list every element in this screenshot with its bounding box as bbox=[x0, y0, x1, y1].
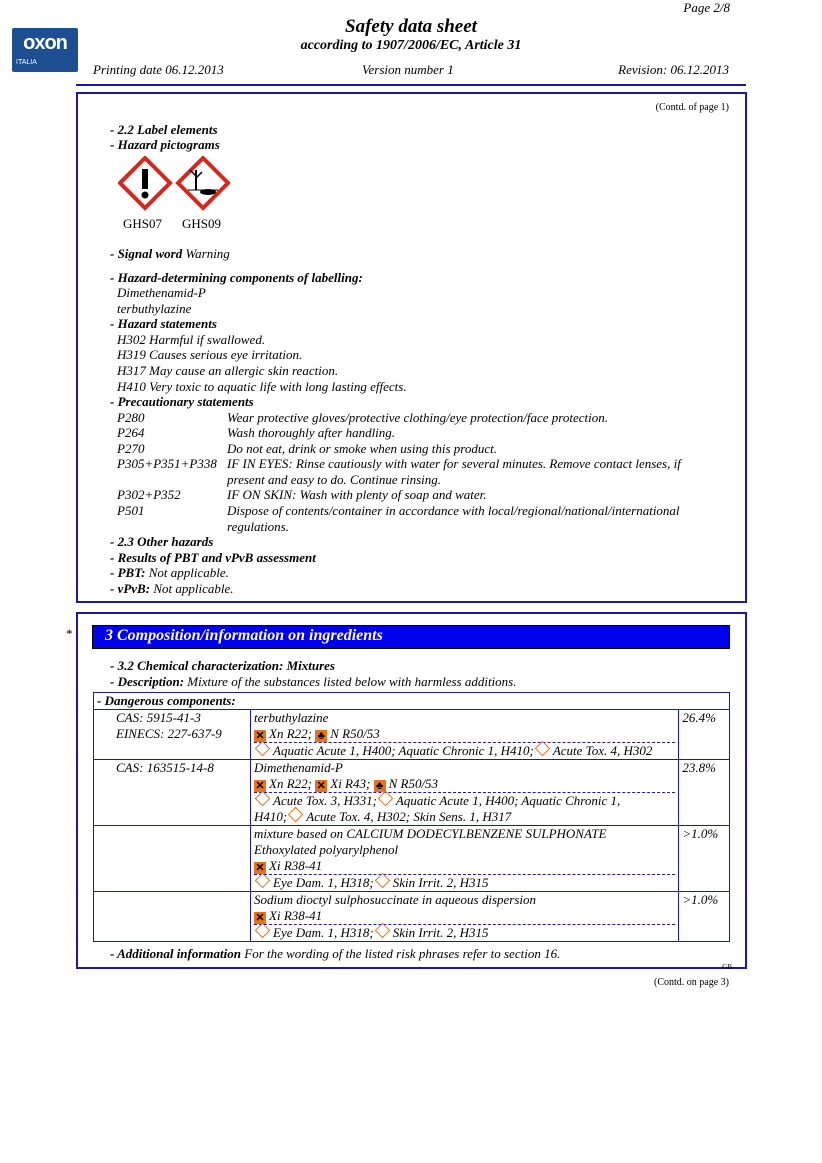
substance-name: terbuthylazine bbox=[254, 710, 329, 725]
p-code: P305+P351+P338 bbox=[117, 456, 217, 471]
p-text: IF IN EYES: Rinse cautiously with water for several minutes. Remove contact lenses, if bbox=[227, 456, 681, 471]
page-number: Page 2/8 bbox=[683, 0, 730, 15]
environment-diamond-icon bbox=[255, 741, 271, 757]
cas-number: CAS: 163515-14-8 bbox=[116, 760, 214, 775]
substance-name: Dimethenamid-P bbox=[254, 760, 343, 775]
p-code: P501 bbox=[117, 503, 145, 518]
description-line bbox=[110, 674, 516, 690]
pbt-label: - PBT: bbox=[110, 565, 146, 580]
description-label: - Description: bbox=[110, 674, 185, 689]
logo-sub: ITALIA bbox=[16, 59, 37, 66]
risk-phrase: Xi R43; bbox=[330, 776, 371, 791]
signal-word bbox=[110, 246, 230, 262]
irritant-x-icon: ✕ bbox=[316, 780, 326, 792]
document-title: Safety data sheet bbox=[345, 16, 477, 37]
hazard-statement: H410 Very toxic to aquatic life with long lasting effects. bbox=[117, 379, 407, 394]
risk-phrase: Xn R22; bbox=[269, 726, 312, 741]
environment-icon: ♣ bbox=[315, 730, 327, 742]
dangerous-components-heading: - Dangerous components: bbox=[94, 693, 730, 710]
p-text: Do not eat, drink or smoke when using this product. bbox=[227, 441, 497, 456]
identifier-cell bbox=[94, 760, 251, 826]
additional-label: - Additional information bbox=[110, 946, 241, 961]
pbt-line bbox=[110, 565, 229, 581]
percent-cell: >1.0% bbox=[679, 892, 730, 942]
risk-phrase: Xi R38-41 bbox=[269, 908, 323, 923]
revision-date: Revision: 06.12.2013 bbox=[618, 62, 729, 77]
clp-classification: Skin Irrit. 2, H315 bbox=[392, 925, 489, 940]
irritant-x-icon: ✕ bbox=[255, 912, 265, 924]
table-row bbox=[94, 826, 730, 892]
hazard-statements-heading: - Hazard statements bbox=[110, 316, 217, 331]
clp-classification: Eye Dam. 1, H318; bbox=[273, 925, 374, 940]
substance-cell bbox=[251, 892, 679, 942]
hazard-statement: H302 Harmful if swallowed. bbox=[117, 332, 266, 347]
harmful-x-icon: ✕ bbox=[255, 730, 265, 742]
irritant-x-icon: ✕ bbox=[255, 862, 265, 874]
document-subtitle: according to 1907/2006/EC, Article 31 bbox=[300, 38, 522, 53]
einecs-number: EINECS: 227-637-9 bbox=[116, 726, 222, 741]
p-code: P270 bbox=[117, 441, 145, 456]
signal-word-label: - Signal word bbox=[110, 246, 183, 261]
percent-cell: 26.4% bbox=[679, 710, 730, 760]
hazard-determining-heading: - Hazard-determining components of labelling: bbox=[110, 270, 363, 285]
clp-classification: Aquatic Acute 1, H400; Aquatic Chronic 1, H410; bbox=[273, 743, 534, 758]
table-row bbox=[94, 710, 730, 760]
substance-cell bbox=[251, 826, 679, 892]
p-code: P264 bbox=[117, 425, 145, 440]
corrosion-diamond-icon bbox=[255, 873, 271, 889]
table-row bbox=[94, 760, 730, 826]
contd-next: (Contd. on page 3) bbox=[654, 977, 729, 988]
component-2: terbuthylazine bbox=[117, 301, 192, 316]
component-1: Dimethenamid-P bbox=[117, 285, 206, 300]
substance-name: Ethoxylated polyarylphenol bbox=[254, 842, 399, 857]
identifier-cell bbox=[94, 710, 251, 760]
signal-word-value: Warning bbox=[185, 246, 230, 261]
label-elements-heading: - 2.2 Label elements bbox=[110, 122, 218, 137]
corrosion-diamond-icon bbox=[255, 923, 271, 939]
version-number: Version number 1 bbox=[362, 62, 454, 77]
p-code: P280 bbox=[117, 410, 145, 425]
risk-phrase: Xn R22; bbox=[269, 776, 312, 791]
ghs-pictograms bbox=[118, 156, 234, 214]
chemical-characterization: - 3.2 Chemical characterization: Mixtures bbox=[110, 658, 335, 673]
risk-phrase: Xi R38-41 bbox=[269, 858, 323, 873]
header-rule bbox=[76, 84, 746, 86]
clp-classification: Eye Dam. 1, H318; bbox=[273, 875, 374, 890]
substance-cell bbox=[251, 710, 679, 760]
hazard-statement: H317 May cause an allergic skin reaction. bbox=[117, 363, 339, 378]
gb-marker: GB bbox=[722, 963, 732, 971]
environment-icon: ♣ bbox=[374, 780, 386, 792]
substance-name: mixture based on CALCIUM DODECYLBENZENE SULPHONATE bbox=[254, 826, 607, 841]
hazard-pictograms-heading: - Hazard pictograms bbox=[110, 137, 220, 152]
harmful-x-icon: ✕ bbox=[255, 780, 265, 792]
section-3-title: 3 Composition/information on ingredients bbox=[92, 625, 730, 649]
vpvb-label: - vPvB: bbox=[110, 581, 151, 596]
table-row bbox=[94, 892, 730, 942]
percent-cell: 23.8% bbox=[679, 760, 730, 826]
dangerous-components-table bbox=[93, 692, 730, 942]
risk-phrase: N R50/53 bbox=[388, 776, 439, 791]
p-text-cont: present and easy to do. Continue rinsing. bbox=[227, 472, 442, 487]
contd-from: (Contd. of page 1) bbox=[655, 102, 729, 113]
exclamation-diamond-icon bbox=[374, 873, 390, 889]
additional-information bbox=[110, 946, 560, 962]
cas-number: CAS: 5915-41-3 bbox=[116, 710, 201, 725]
p-text: IF ON SKIN: Wash with plenty of soap and water. bbox=[227, 487, 487, 502]
exclamation-diamond-icon bbox=[288, 807, 304, 823]
additional-value: For the wording of the listed risk phrases refer to section 16. bbox=[244, 946, 561, 961]
ghs07-label: GHS07 bbox=[123, 216, 163, 231]
change-asterisk: * bbox=[66, 626, 73, 641]
skull-diamond-icon bbox=[255, 791, 271, 807]
identifier-cell bbox=[94, 826, 251, 892]
clp-classification: Acute Tox. 3, H331; bbox=[273, 793, 377, 808]
p-code: P302+P352 bbox=[117, 487, 181, 502]
p-text-cont: regulations. bbox=[227, 519, 289, 534]
risk-phrase: N R50/53 bbox=[330, 726, 380, 741]
substance-name: Sodium dioctyl sulphosuccinate in aqueous dispersion bbox=[254, 892, 537, 907]
vpvb-value: Not applicable. bbox=[153, 581, 234, 596]
clp-classification: H410; bbox=[254, 809, 288, 824]
clp-classification: Aquatic Acute 1, H400; Aquatic Chronic 1, bbox=[395, 793, 621, 808]
environment-diamond-icon bbox=[378, 791, 394, 807]
clp-classification: Acute Tox. 4, H302; Skin Sens. 1, H317 bbox=[306, 809, 512, 824]
p-text: Dispose of contents/container in accordance with local/regional/national/international bbox=[227, 503, 680, 518]
pbt-results-heading: - Results of PBT and vPvB assessment bbox=[110, 550, 316, 565]
percent-cell: >1.0% bbox=[679, 826, 730, 892]
logo-text: oxon bbox=[23, 32, 67, 54]
clp-classification: Skin Irrit. 2, H315 bbox=[392, 875, 489, 890]
printing-date: Printing date 06.12.2013 bbox=[93, 62, 224, 77]
p-text: Wash thoroughly after handling. bbox=[227, 425, 396, 440]
exclamation-diamond-icon bbox=[374, 923, 390, 939]
exclamation-diamond-icon bbox=[535, 741, 551, 757]
precautionary-heading: - Precautionary statements bbox=[110, 394, 254, 409]
description-value: Mixture of the substances listed below with harmless additions. bbox=[187, 674, 517, 689]
substance-cell bbox=[251, 760, 679, 826]
clp-classification: Acute Tox. 4, H302 bbox=[552, 743, 653, 758]
pbt-value: Not applicable. bbox=[148, 565, 229, 580]
ghs09-label: GHS09 bbox=[182, 216, 222, 231]
ghs07-exclamation-icon bbox=[120, 158, 170, 208]
other-hazards-heading: - 2.3 Other hazards bbox=[110, 534, 214, 549]
ghs09-environment-icon bbox=[178, 158, 228, 208]
identifier-cell bbox=[94, 892, 251, 942]
p-text: Wear protective gloves/protective clothing/eye protection/face protection. bbox=[227, 410, 608, 425]
vpvb-line bbox=[110, 581, 233, 597]
hazard-statement: H319 Causes serious eye irritation. bbox=[117, 347, 303, 362]
